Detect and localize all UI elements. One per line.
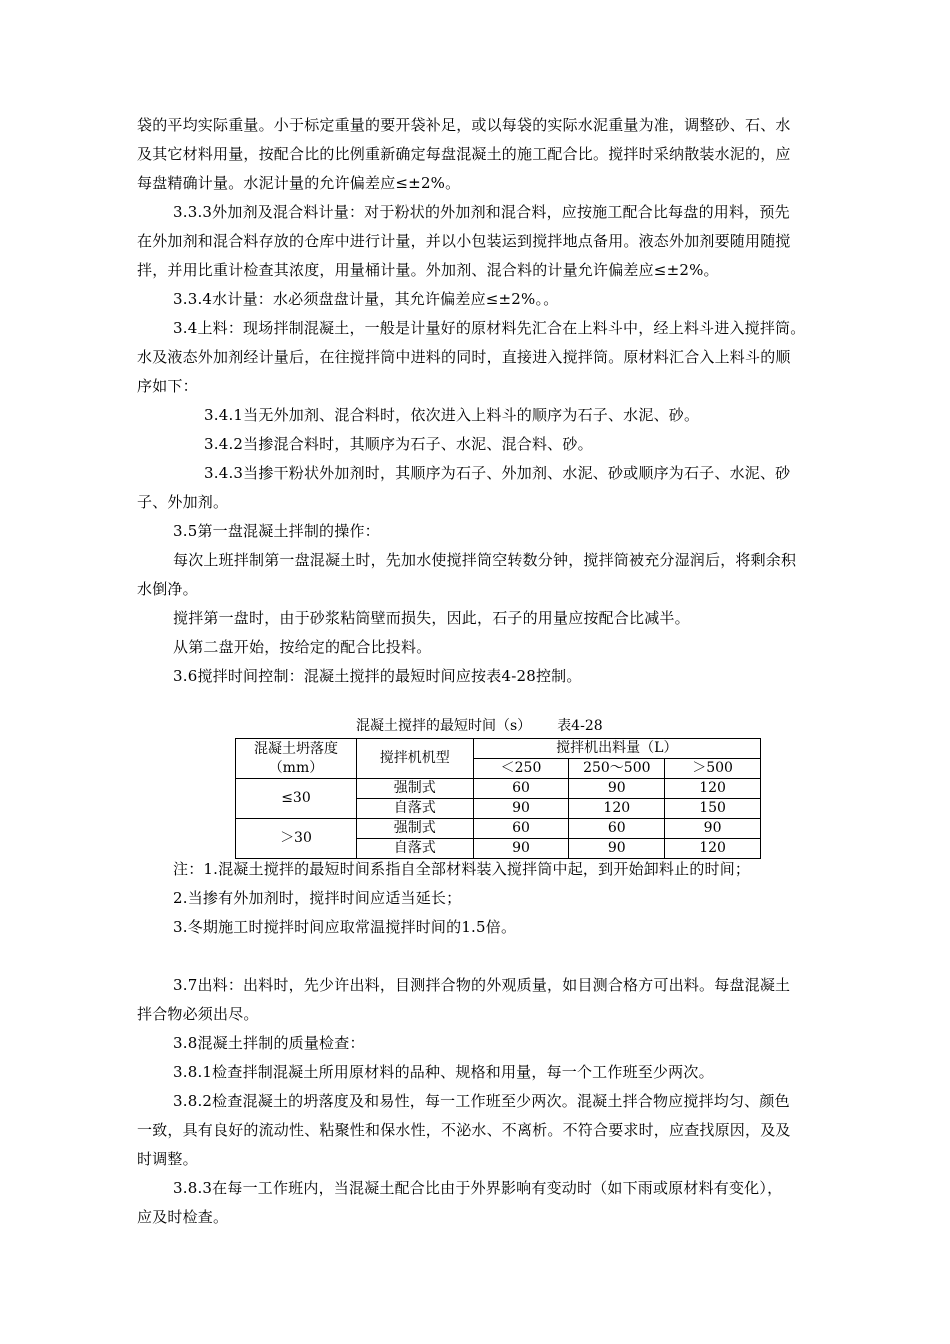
paragraph-line: 应及时检查。 (137, 1208, 229, 1226)
slump-cell: ≤30 (236, 779, 357, 819)
value-cell: 150 (665, 799, 761, 819)
header-col3: ＞500 (665, 759, 761, 779)
table-note: 3.冬期施工时搅拌时间应取常温搅拌时间的1.5倍。 (173, 918, 517, 936)
table-title: 混凝土搅拌的最短时间（s） (356, 718, 532, 734)
paragraph-line: 在外加剂和混合料存放的仓库中进行计量，并以小包装运到搅拌地点备用。液态外加剂要随用随搅 (137, 232, 791, 250)
value-cell: 90 (473, 839, 569, 859)
table-caption (356, 716, 603, 736)
value-cell: 120 (665, 779, 761, 799)
paragraph-line: 3.8.1检查拌制混凝土所用原材料的品种、规格和用量，每一个工作班至少两次。 (173, 1063, 714, 1081)
header-slump: 混凝土坍落度（mm） (236, 739, 357, 779)
paragraph-line: 及其它材料用量，按配合比的比例重新确定每盘混凝土的施工配合比。搅拌时采纳散装水泥的，应 (137, 145, 791, 163)
paragraph-line: 3.7出料：出料时，先少许出料，目测拌合物的外观质量，如目测合格方可出料。每盘混凝土 (173, 976, 791, 994)
paragraph-line: 从第二盘开始，按给定的配合比投料。 (173, 638, 432, 656)
value-cell: 60 (569, 819, 665, 839)
paragraph-line: 3.4上料：现场拌制混凝土，一般是计量好的原材料先汇合在上料斗中，经上料斗进入搅拌筒。 (173, 319, 806, 337)
paragraph-line: 子、外加剂。 (137, 493, 229, 511)
paragraph-line: 时调整。 (137, 1150, 198, 1168)
mixer-type-cell: 强制式 (356, 779, 473, 799)
value-cell: 90 (473, 799, 569, 819)
paragraph-line: 3.6搅拌时间控制：混凝土搅拌的最短时间应按表4-28控制。 (173, 667, 582, 685)
paragraph-line: 一致，具有良好的流动性、粘聚性和保水性，不泌水、不离析。不符合要求时，应查找原因，及及 (137, 1121, 791, 1139)
value-cell: 120 (665, 839, 761, 859)
paragraph-line: 3.3.4水计量：水必须盘盘计量，其允许偏差应≤±2%。。 (173, 290, 559, 308)
table-number: 表4-28 (557, 718, 603, 734)
paragraph-line: 3.4.2当掺混合料时，其顺序为石子、水泥、混合料、砂。 (204, 435, 593, 453)
value-cell: 90 (569, 839, 665, 859)
header-mixer-type: 搅拌机机型 (356, 739, 473, 779)
paragraph-line: 拌合物必须出尽。 (137, 1005, 259, 1023)
value-cell: 90 (665, 819, 761, 839)
paragraph-line: 袋的平均实际重量。小于标定重量的要开袋补足，或以每袋的实际水泥重量为准，调整砂、石、水 (137, 116, 791, 134)
value-cell: 60 (473, 779, 569, 799)
mixer-type-cell: 自落式 (356, 839, 473, 859)
paragraph-line: 3.4.3当掺干粉状外加剂时，其顺序为石子、外加剂、水泥、砂或顺序为石子、水泥、砂 (204, 464, 791, 482)
paragraph-line: 3.5第一盘混凝土拌制的操作： (173, 522, 380, 540)
table-note: 注：1.混凝土搅拌的最短时间系指自全部材料装入搅拌筒中起，到开始卸料止的时间； (173, 860, 751, 878)
header-col2: 250～500 (569, 759, 665, 779)
mixing-time-table (235, 738, 761, 859)
header-col1: ＜250 (473, 759, 569, 779)
table-row (236, 779, 761, 799)
paragraph-line: 每次上班拌制第一盘混凝土时，先加水使搅拌筒空转数分钟，搅拌筒被充分湿润后，将剩余积 (173, 551, 797, 569)
mixer-type-cell: 强制式 (356, 819, 473, 839)
value-cell: 90 (569, 779, 665, 799)
paragraph-line: 搅拌第一盘时，由于砂浆粘筒壁而损失，因此，石子的用量应按配合比减半。 (173, 609, 690, 627)
paragraph-line: 水倒净。 (137, 580, 198, 598)
header-output: 搅拌机出料量（L） (473, 739, 760, 759)
paragraph-line: 3.3.3外加剂及混合料计量：对于粉状的外加剂和混合料，应按施工配合比每盘的用料，预先 (173, 203, 790, 221)
value-cell: 120 (569, 799, 665, 819)
value-cell: 60 (473, 819, 569, 839)
mixer-type-cell: 自落式 (356, 799, 473, 819)
paragraph-line: 拌，并用比重计检查其浓度，用量桶计量。外加剂、混合料的计量允许偏差应≤±2%。 (137, 261, 719, 279)
table-header-row (236, 739, 761, 759)
paragraph-line: 3.8.2检查混凝土的坍落度及和易性，每一工作班至少两次。混凝土拌合物应搅拌均匀、颜色 (173, 1092, 790, 1110)
table-row (236, 819, 761, 839)
slump-cell: ＞30 (236, 819, 357, 859)
table-note: 2.当掺有外加剂时，搅拌时间应适当延长； (173, 889, 462, 907)
paragraph-line: 每盘精确计量。水泥计量的允许偏差应≤±2%。 (137, 174, 461, 192)
paragraph-line: 序如下： (137, 377, 198, 395)
paragraph-line: 水及液态外加剂经计量后，在往搅拌筒中进料的同时，直接进入搅拌筒。原材料汇合入上料斗的顺 (137, 348, 791, 366)
paragraph-line: 3.8.3在每一工作班内，当混凝土配合比由于外界影响有变动时（如下雨或原材料有变化）， (173, 1179, 783, 1197)
paragraph-line: 3.4.1当无外加剂、混合料时，依次进入上料斗的顺序为石子、水泥、砂。 (204, 406, 700, 424)
paragraph-line: 3.8混凝土拌制的质量检查： (173, 1034, 365, 1052)
